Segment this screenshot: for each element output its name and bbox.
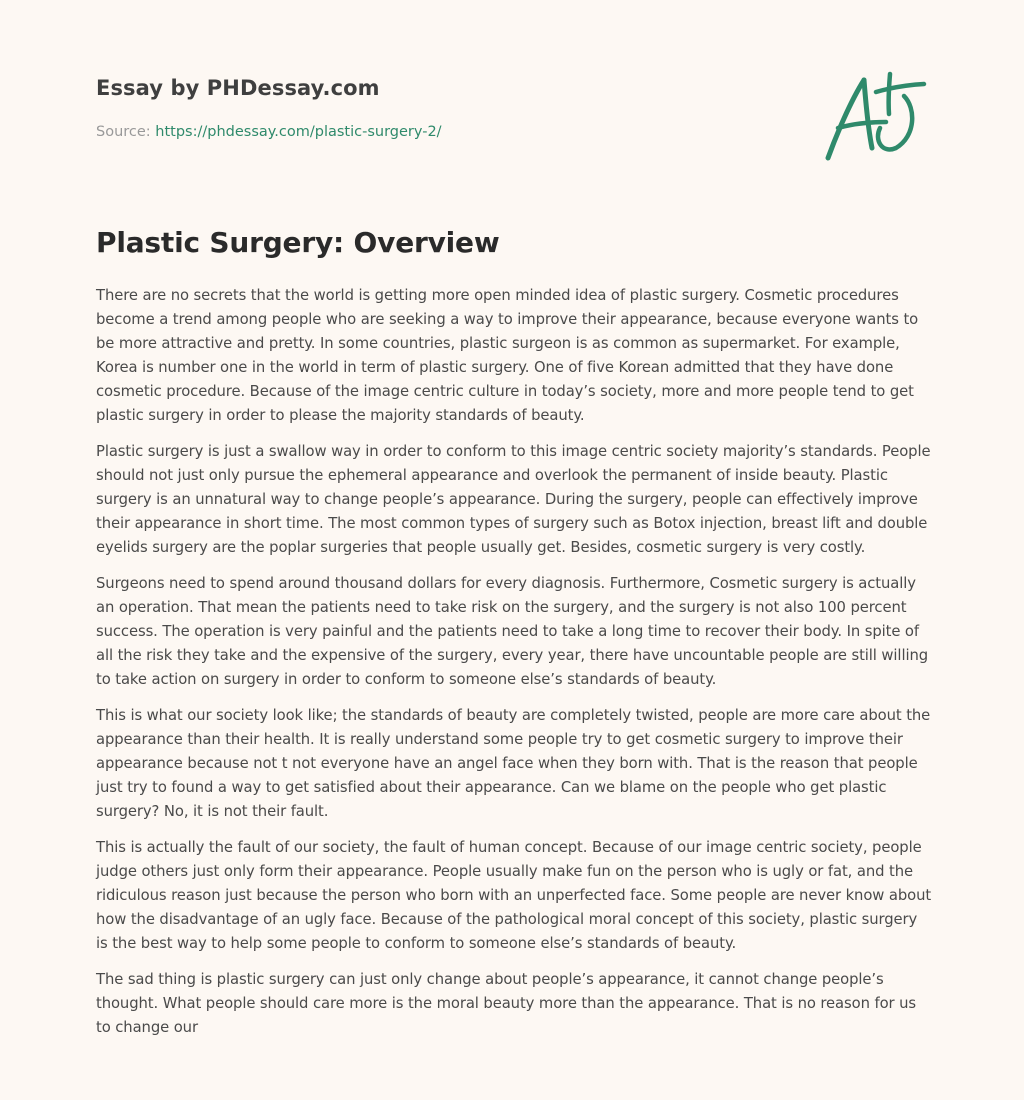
essay-paragraph: There are no secrets that the world is getting more open minded idea of plastic surgery. Cosmetic procedures become a trend among people who are seeking a way to improve their appearance, because everyone wants to be more attractive and pretty. In some countries, plastic surgeon is as common as supermarket. For example, Korea is number one in the world in term of plastic surgery. One of five Korean admitted that they have done cosmetic procedure. Because of the image centric culture in today’s society, more and more people tend to get plastic surgery in order to please the majority standards of beauty. <box>96 287 919 424</box>
essay-title: Plastic Surgery: Overview <box>96 226 500 259</box>
essay-paragraph: Plastic surgery is just a swallow way in order to conform to this image centric society majority’s standards. People should not just only pursue the ephemeral appearance and overlook the permanent of inside beauty. Plastic surgery is an unnatural way to change people’s appearance. During the surgery, people can effectively improve their appearance in short time. The most common types of surgery such as Botox injection, breast lift and double eyelids surgery are the poplar surgeries that people usually get. Besides, cosmetic surgery is very costly. <box>96 443 931 556</box>
essay-paragraph: Surgeons need to spend around thousand dollars for every diagnosis. Furthermore, Cosmetic surgery is actually an operation. That mean the patients need to take risk on the surgery, and the surgery is not also 100 percent success. The operation is very painful and the patients need to take a long time to recover their body. In spite of all the risk they take and the expensive of the surgery, every year, there have uncountable people are still willing to take action on surgery in order to conform to someone else’s standards of beauty. <box>96 575 929 688</box>
source-label: Source: <box>96 124 156 140</box>
essay-paragraph: The sad thing is plastic surgery can just only change about people’s appearance, it cannot change people’s thought. What people should care more is the moral beauty more than the appearance. That is no reason for us to change our <box>96 971 917 1036</box>
a-plus-grade-icon <box>816 66 928 166</box>
essay-paragraph: This is actually the fault of our society, the fault of human concept. Because of our image centric society, people judge others just only form their appearance. People usually make fun on the person who is ugly or fat, and the ridiculous reason just because the person who born with an unperfected face. Some people are never know about how the disadvantage of an ugly face. Because of the pathological moral concept of this society, plastic surgery is the best way to help some people to conform to someone else’s standards of beauty. <box>96 839 932 952</box>
source-link[interactable]: https://phdessay.com/plastic-surgery-2/ <box>155 124 442 140</box>
essay-body <box>96 284 932 1052</box>
source-line <box>96 124 442 140</box>
site-title: Essay by PHDessay.com <box>96 76 380 100</box>
essay-paragraph: This is what our society look like; the standards of beauty are completely twisted, people are more care about the appearance than their health. It is really understand some people try to get cosmetic surgery to improve their appearance because not t not everyone have an angel face when they born with. That is the reason that people just try to found a way to get satisfied about their appearance. Can we blame on the people who get plastic surgery? No, it is not their fault. <box>96 707 931 820</box>
